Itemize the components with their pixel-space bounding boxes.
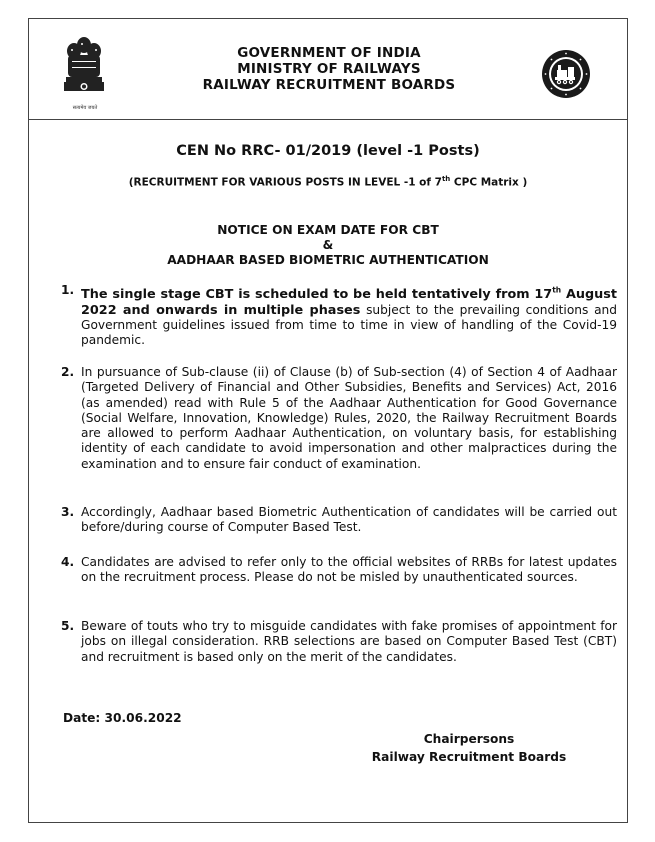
item-text: In pursuance of Sub-clause (ii) of Clause (b) of Sub-section (4) of Section 4 of Aadhaar (Targeted Delivery of Financial and Other Subsidies, Benefits and Services) Act, 2016 (as amended) read with Rule 5 of the Aadhaar Authentication for Good Governance (Social Welfare, Innovation, Knowledge) Rules, 2020, the Railway Recruitment Boards are allowed to perform Aadhaar Authentication, on voluntary basis, for establishing identity of each candidate to avoid impersonation and other malpractices during the examination and to ensure fair conduct of examination. — [81, 365, 617, 471]
indian-railways-logo-icon — [541, 49, 591, 99]
notice-line-exam-date: NOTICE ON EXAM DATE FOR CBT — [217, 223, 439, 237]
signature-organization: Railway Recruitment Boards — [371, 750, 567, 764]
item-lead-before: The single stage CBT is scheduled to be held tentatively from 17 — [81, 287, 553, 303]
item-lead-superscript: th — [552, 286, 562, 295]
header-line-government: GOVERNMENT OF INDIA — [237, 45, 421, 61]
list-item — [61, 365, 617, 472]
item-lead-after: August 2022 and onwards in multiple phases — [81, 287, 617, 318]
recruitment-text-after: CPC Matrix ) — [450, 176, 528, 189]
item-number: 4. — [61, 555, 75, 569]
item-text: Accordingly, Aadhaar based Biometric Authentication of candidates will be carried out before/during course of Computer Based Test. — [81, 505, 617, 535]
header-line-ministry: MINISTRY OF RAILWAYS — [237, 61, 421, 77]
header-line-rrb: RAILWAY RECRUITMENT BOARDS — [202, 77, 456, 93]
list-item — [61, 619, 617, 665]
list-item — [61, 505, 617, 536]
item-text: Beware of touts who try to misguide candidates with fake promises of appointment for jobs on illegal consideration. RRB selections are based on Computer Based Test (CBT) and recruitment is based only on the merit of the candidates. — [81, 619, 617, 664]
recruitment-text-before: (RECRUITMENT FOR VARIOUS POSTS IN LEVEL -1 of 7 — [128, 176, 442, 189]
national-emblem-icon — [62, 35, 106, 103]
emblem-motto: सत्यमेव जयते — [72, 105, 98, 111]
recruitment-subtitle — [29, 175, 627, 189]
signature-title: Chairpersons — [423, 732, 515, 746]
list-item — [61, 555, 617, 586]
item-number: 5. — [61, 619, 75, 633]
item-number: 2. — [61, 365, 75, 379]
list-item — [61, 283, 617, 348]
cen-number: CEN No RRC- 01/2019 (level -1 Posts) — [176, 143, 480, 159]
notice-line-aadhaar: AADHAAR BASED BIOMETRIC AUTHENTICATION — [167, 253, 489, 267]
item-text: Candidates are advised to refer only to the official websites of RRBs for latest updates on the recruitment process. Please do not be misled by unauthenticated sources. — [81, 555, 617, 585]
item-number: 1. — [61, 283, 75, 297]
notice-ampersand: & — [322, 238, 334, 252]
letterhead — [29, 19, 627, 120]
item-text: subject to the prevailing conditions and Government guidelines issued from time to time in view of handling of the Covid-19 pandemic. — [81, 302, 617, 348]
item-number: 3. — [61, 505, 75, 519]
signature-block — [349, 730, 589, 766]
notice-date: Date: 30.06.2022 — [63, 711, 182, 725]
document-frame — [28, 18, 628, 823]
notice-title — [29, 223, 627, 268]
recruitment-superscript: th — [441, 175, 451, 183]
letterhead-title — [179, 45, 479, 93]
